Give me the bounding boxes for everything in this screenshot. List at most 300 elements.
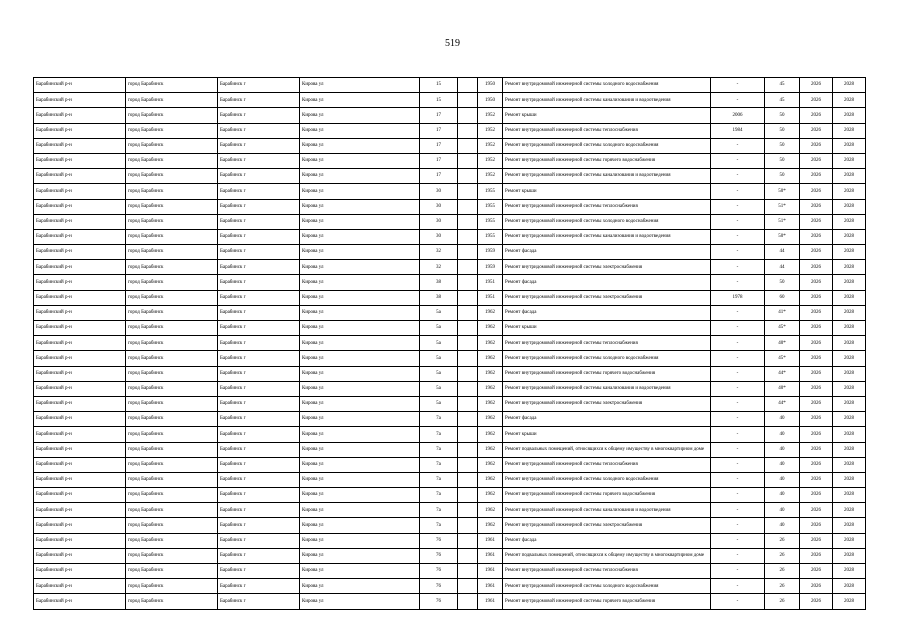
table-row	[34, 169, 866, 184]
settlement-cell: Барабинск г	[218, 351, 300, 366]
build-year-cell: 1961	[478, 548, 503, 563]
end-year-cell: 2028	[833, 138, 866, 153]
settlement-cell: Барабинск г	[218, 153, 300, 168]
table-row	[34, 442, 866, 457]
street-cell: Кирова ул	[300, 290, 420, 305]
settlement-cell: Барабинск г	[218, 305, 300, 320]
street-cell: Кирова ул	[300, 396, 420, 411]
wear-percent-cell: 44	[765, 260, 800, 275]
end-year-cell: 2028	[833, 290, 866, 305]
street-cell: Кирова ул	[300, 199, 420, 214]
end-year-cell: 2028	[833, 579, 866, 594]
building-cell	[458, 138, 478, 153]
building-cell	[458, 169, 478, 184]
building-cell	[458, 366, 478, 381]
last-repair-year-cell: -	[711, 260, 765, 275]
last-repair-year-cell: -	[711, 488, 765, 503]
municipality-cell: город Барабинск	[126, 594, 218, 609]
start-year-cell: 2026	[800, 518, 833, 533]
municipality-cell: город Барабинск	[126, 381, 218, 396]
street-cell: Кирова ул	[300, 123, 420, 138]
table-row	[34, 305, 866, 320]
work-type-cell: Ремонт внутридомовой инженерной системы электроснабжения	[503, 290, 711, 305]
district-cell: Барабинский р-н	[34, 427, 126, 442]
start-year-cell: 2026	[800, 488, 833, 503]
street-cell: Кирова ул	[300, 321, 420, 336]
last-repair-year-cell: -	[711, 457, 765, 472]
wear-percent-cell: 40	[765, 518, 800, 533]
table-row	[34, 579, 866, 594]
build-year-cell: 1962	[478, 366, 503, 381]
settlement-cell: Барабинск г	[218, 427, 300, 442]
end-year-cell: 2028	[833, 533, 866, 548]
work-type-cell: Ремонт внутридомовой инженерной системы теплоснабжения	[503, 199, 711, 214]
house-number-cell: 7а	[420, 503, 458, 518]
start-year-cell: 2026	[800, 275, 833, 290]
street-cell: Кирова ул	[300, 579, 420, 594]
municipality-cell: город Барабинск	[126, 488, 218, 503]
work-type-cell: Ремонт фасада	[503, 245, 711, 260]
end-year-cell: 2028	[833, 123, 866, 138]
last-repair-year-cell: -	[711, 472, 765, 487]
settlement-cell: Барабинск г	[218, 457, 300, 472]
last-repair-year-cell: -	[711, 336, 765, 351]
work-type-cell: Ремонт фасада	[503, 305, 711, 320]
municipality-cell: город Барабинск	[126, 138, 218, 153]
last-repair-year-cell: -	[711, 138, 765, 153]
house-number-cell: 17	[420, 153, 458, 168]
work-type-cell: Ремонт подвальных помещений, относящихся к общему имуществу в многоквартирном доме	[503, 548, 711, 563]
building-cell	[458, 457, 478, 472]
build-year-cell: 1962	[478, 427, 503, 442]
settlement-cell: Барабинск г	[218, 518, 300, 533]
house-number-cell: 15	[420, 78, 458, 93]
table-row	[34, 229, 866, 244]
start-year-cell: 2026	[800, 321, 833, 336]
street-cell: Кирова ул	[300, 275, 420, 290]
district-cell: Барабинский р-н	[34, 123, 126, 138]
last-repair-year-cell: -	[711, 518, 765, 533]
end-year-cell: 2028	[833, 518, 866, 533]
settlement-cell: Барабинск г	[218, 396, 300, 411]
end-year-cell: 2028	[833, 564, 866, 579]
work-type-cell: Ремонт внутридомовой инженерной системы канализования и водоотведения	[503, 169, 711, 184]
wear-percent-cell: 50	[765, 138, 800, 153]
build-year-cell: 1955	[478, 184, 503, 199]
municipality-cell: город Барабинск	[126, 123, 218, 138]
wear-percent-cell: 50	[765, 108, 800, 123]
street-cell: Кирова ул	[300, 351, 420, 366]
wear-percent-cell: 40	[765, 488, 800, 503]
building-cell	[458, 153, 478, 168]
street-cell: Кирова ул	[300, 108, 420, 123]
table-row	[34, 548, 866, 563]
start-year-cell: 2026	[800, 548, 833, 563]
wear-percent-cell: 60	[765, 290, 800, 305]
district-cell: Барабинский р-н	[34, 442, 126, 457]
start-year-cell: 2026	[800, 412, 833, 427]
table-row	[34, 336, 866, 351]
table-row	[34, 457, 866, 472]
house-number-cell: 7а	[420, 442, 458, 457]
district-cell: Барабинский р-н	[34, 275, 126, 290]
district-cell: Барабинский р-н	[34, 321, 126, 336]
building-cell	[458, 214, 478, 229]
last-repair-year-cell: -	[711, 321, 765, 336]
house-number-cell: 5а	[420, 366, 458, 381]
house-number-cell: 30	[420, 184, 458, 199]
table-body	[34, 78, 866, 610]
wear-percent-cell: 26	[765, 548, 800, 563]
house-number-cell: 30	[420, 214, 458, 229]
last-repair-year-cell: -	[711, 184, 765, 199]
table-row	[34, 488, 866, 503]
building-cell	[458, 579, 478, 594]
district-cell: Барабинский р-н	[34, 184, 126, 199]
street-cell: Кирова ул	[300, 412, 420, 427]
start-year-cell: 2026	[800, 366, 833, 381]
start-year-cell: 2026	[800, 214, 833, 229]
end-year-cell: 2028	[833, 472, 866, 487]
build-year-cell: 1952	[478, 108, 503, 123]
start-year-cell: 2026	[800, 564, 833, 579]
end-year-cell: 2028	[833, 457, 866, 472]
build-year-cell: 1959	[478, 245, 503, 260]
street-cell: Кирова ул	[300, 169, 420, 184]
settlement-cell: Барабинск г	[218, 275, 300, 290]
end-year-cell: 2028	[833, 93, 866, 108]
district-cell: Барабинский р-н	[34, 260, 126, 275]
wear-percent-cell: 45	[765, 78, 800, 93]
district-cell: Барабинский р-н	[34, 412, 126, 427]
table-row	[34, 518, 866, 533]
end-year-cell: 2028	[833, 184, 866, 199]
wear-percent-cell: 45*	[765, 351, 800, 366]
district-cell: Барабинский р-н	[34, 78, 126, 93]
start-year-cell: 2026	[800, 260, 833, 275]
start-year-cell: 2026	[800, 138, 833, 153]
municipality-cell: город Барабинск	[126, 442, 218, 457]
settlement-cell: Барабинск г	[218, 78, 300, 93]
building-cell	[458, 108, 478, 123]
municipality-cell: город Барабинск	[126, 564, 218, 579]
work-type-cell: Ремонт крыши	[503, 184, 711, 199]
table-row	[34, 93, 866, 108]
house-number-cell: 38	[420, 275, 458, 290]
district-cell: Барабинский р-н	[34, 457, 126, 472]
wear-percent-cell: 50*	[765, 184, 800, 199]
table-row	[34, 381, 866, 396]
last-repair-year-cell: 1978	[711, 290, 765, 305]
table-row	[34, 138, 866, 153]
wear-percent-cell: 44*	[765, 396, 800, 411]
build-year-cell: 1952	[478, 169, 503, 184]
build-year-cell: 1962	[478, 503, 503, 518]
work-type-cell: Ремонт подвальных помещений, относящихся к общему имуществу в многоквартирном доме	[503, 442, 711, 457]
build-year-cell: 1952	[478, 153, 503, 168]
district-cell: Барабинский р-н	[34, 579, 126, 594]
end-year-cell: 2028	[833, 214, 866, 229]
end-year-cell: 2028	[833, 381, 866, 396]
start-year-cell: 2026	[800, 533, 833, 548]
municipality-cell: город Барабинск	[126, 548, 218, 563]
district-cell: Барабинский р-н	[34, 138, 126, 153]
table-row	[34, 366, 866, 381]
wear-percent-cell: 44*	[765, 366, 800, 381]
settlement-cell: Барабинск г	[218, 199, 300, 214]
work-type-cell: Ремонт фасада	[503, 533, 711, 548]
street-cell: Кирова ул	[300, 564, 420, 579]
settlement-cell: Барабинск г	[218, 123, 300, 138]
house-number-cell: 7а	[420, 518, 458, 533]
build-year-cell: 1961	[478, 579, 503, 594]
settlement-cell: Барабинск г	[218, 412, 300, 427]
work-type-cell: Ремонт внутридомовой инженерной системы горячего водоснабжения	[503, 594, 711, 609]
wear-percent-cell: 50	[765, 123, 800, 138]
end-year-cell: 2028	[833, 503, 866, 518]
municipality-cell: город Барабинск	[126, 321, 218, 336]
end-year-cell: 2028	[833, 229, 866, 244]
wear-percent-cell: 45*	[765, 321, 800, 336]
municipality-cell: город Барабинск	[126, 214, 218, 229]
build-year-cell: 1952	[478, 138, 503, 153]
end-year-cell: 2028	[833, 275, 866, 290]
district-cell: Барабинский р-н	[34, 533, 126, 548]
start-year-cell: 2026	[800, 123, 833, 138]
district-cell: Барабинский р-н	[34, 290, 126, 305]
wear-percent-cell: 40*	[765, 381, 800, 396]
build-year-cell: 1950	[478, 78, 503, 93]
building-cell	[458, 533, 478, 548]
table-row	[34, 290, 866, 305]
build-year-cell: 1962	[478, 518, 503, 533]
municipality-cell: город Барабинск	[126, 169, 218, 184]
street-cell: Кирова ул	[300, 184, 420, 199]
end-year-cell: 2028	[833, 321, 866, 336]
municipality-cell: город Барабинск	[126, 412, 218, 427]
building-cell	[458, 245, 478, 260]
street-cell: Кирова ул	[300, 427, 420, 442]
settlement-cell: Барабинск г	[218, 472, 300, 487]
work-type-cell: Ремонт внутридомовой инженерной системы электроснабжения	[503, 260, 711, 275]
settlement-cell: Барабинск г	[218, 214, 300, 229]
work-type-cell: Ремонт внутридомовой инженерной системы канализования и водоотведения	[503, 93, 711, 108]
house-number-cell: 17	[420, 138, 458, 153]
wear-percent-cell: 40*	[765, 336, 800, 351]
settlement-cell: Барабинск г	[218, 260, 300, 275]
building-cell	[458, 503, 478, 518]
end-year-cell: 2028	[833, 169, 866, 184]
municipality-cell: город Барабинск	[126, 427, 218, 442]
work-type-cell: Ремонт внутридомовой инженерной системы канализования и водоотведения	[503, 503, 711, 518]
municipality-cell: город Барабинск	[126, 199, 218, 214]
build-year-cell: 1962	[478, 396, 503, 411]
settlement-cell: Барабинск г	[218, 594, 300, 609]
table-row	[34, 564, 866, 579]
building-cell	[458, 275, 478, 290]
municipality-cell: город Барабинск	[126, 229, 218, 244]
last-repair-year-cell: -	[711, 548, 765, 563]
street-cell: Кирова ул	[300, 305, 420, 320]
start-year-cell: 2026	[800, 594, 833, 609]
wear-percent-cell: 50*	[765, 229, 800, 244]
table-row	[34, 199, 866, 214]
start-year-cell: 2026	[800, 245, 833, 260]
municipality-cell: город Барабинск	[126, 245, 218, 260]
municipality-cell: город Барабинск	[126, 275, 218, 290]
house-number-cell: 15	[420, 93, 458, 108]
street-cell: Кирова ул	[300, 488, 420, 503]
house-number-cell: 17	[420, 123, 458, 138]
start-year-cell: 2026	[800, 503, 833, 518]
start-year-cell: 2026	[800, 579, 833, 594]
settlement-cell: Барабинск г	[218, 336, 300, 351]
last-repair-year-cell: -	[711, 275, 765, 290]
last-repair-year-cell: -	[711, 564, 765, 579]
building-cell	[458, 93, 478, 108]
street-cell: Кирова ул	[300, 93, 420, 108]
settlement-cell: Барабинск г	[218, 245, 300, 260]
district-cell: Барабинский р-н	[34, 366, 126, 381]
build-year-cell: 1962	[478, 305, 503, 320]
municipality-cell: город Барабинск	[126, 579, 218, 594]
street-cell: Кирова ул	[300, 503, 420, 518]
wear-percent-cell: 26	[765, 564, 800, 579]
work-type-cell: Ремонт внутридомовой инженерной системы теплоснабжения	[503, 457, 711, 472]
work-type-cell: Ремонт внутридомовой инженерной системы холодного водоснабжения	[503, 138, 711, 153]
build-year-cell: 1962	[478, 442, 503, 457]
last-repair-year-cell: -	[711, 78, 765, 93]
house-number-cell: 17	[420, 169, 458, 184]
settlement-cell: Барабинск г	[218, 93, 300, 108]
wear-percent-cell: 50	[765, 169, 800, 184]
district-cell: Барабинский р-н	[34, 229, 126, 244]
end-year-cell: 2028	[833, 427, 866, 442]
end-year-cell: 2028	[833, 108, 866, 123]
last-repair-year-cell: -	[711, 579, 765, 594]
district-cell: Барабинский р-н	[34, 503, 126, 518]
settlement-cell: Барабинск г	[218, 503, 300, 518]
work-type-cell: Ремонт внутридомовой инженерной системы теплоснабжения	[503, 123, 711, 138]
settlement-cell: Барабинск г	[218, 108, 300, 123]
district-cell: Барабинский р-н	[34, 381, 126, 396]
work-type-cell: Ремонт фасада	[503, 275, 711, 290]
building-cell	[458, 229, 478, 244]
house-number-cell: 5а	[420, 396, 458, 411]
municipality-cell: город Барабинск	[126, 366, 218, 381]
start-year-cell: 2026	[800, 290, 833, 305]
street-cell: Кирова ул	[300, 381, 420, 396]
building-cell	[458, 290, 478, 305]
municipality-cell: город Барабинск	[126, 153, 218, 168]
end-year-cell: 2028	[833, 260, 866, 275]
work-type-cell: Ремонт внутридомовой инженерной системы горячего водоснабжения	[503, 153, 711, 168]
building-cell	[458, 564, 478, 579]
end-year-cell: 2028	[833, 366, 866, 381]
street-cell: Кирова ул	[300, 336, 420, 351]
municipality-cell: город Барабинск	[126, 457, 218, 472]
district-cell: Барабинский р-н	[34, 336, 126, 351]
end-year-cell: 2028	[833, 336, 866, 351]
start-year-cell: 2026	[800, 442, 833, 457]
wear-percent-cell: 40	[765, 442, 800, 457]
settlement-cell: Барабинск г	[218, 564, 300, 579]
building-cell	[458, 396, 478, 411]
wear-percent-cell: 44	[765, 245, 800, 260]
house-number-cell: 17	[420, 108, 458, 123]
municipality-cell: город Барабинск	[126, 336, 218, 351]
building-cell	[458, 548, 478, 563]
district-cell: Барабинский р-н	[34, 305, 126, 320]
build-year-cell: 1961	[478, 594, 503, 609]
settlement-cell: Барабинск г	[218, 184, 300, 199]
house-number-cell: 7а	[420, 457, 458, 472]
house-number-cell: 32	[420, 260, 458, 275]
last-repair-year-cell: -	[711, 594, 765, 609]
table-row	[34, 78, 866, 93]
work-type-cell: Ремонт внутридомовой инженерной системы холодного водоснабжения	[503, 579, 711, 594]
start-year-cell: 2026	[800, 108, 833, 123]
settlement-cell: Барабинск г	[218, 321, 300, 336]
table-row	[34, 245, 866, 260]
table-row	[34, 321, 866, 336]
end-year-cell: 2028	[833, 412, 866, 427]
wear-percent-cell: 50	[765, 153, 800, 168]
wear-percent-cell: 41*	[765, 305, 800, 320]
municipality-cell: город Барабинск	[126, 472, 218, 487]
end-year-cell: 2028	[833, 594, 866, 609]
house-number-cell: 76	[420, 548, 458, 563]
street-cell: Кирова ул	[300, 442, 420, 457]
build-year-cell: 1959	[478, 260, 503, 275]
build-year-cell: 1961	[478, 564, 503, 579]
house-number-cell: 30	[420, 199, 458, 214]
table-row	[34, 533, 866, 548]
capital-repair-table	[33, 77, 866, 610]
house-number-cell: 7а	[420, 427, 458, 442]
build-year-cell: 1962	[478, 321, 503, 336]
build-year-cell: 1955	[478, 214, 503, 229]
work-type-cell: Ремонт крыши	[503, 108, 711, 123]
house-number-cell: 32	[420, 245, 458, 260]
district-cell: Барабинский р-н	[34, 351, 126, 366]
building-cell	[458, 199, 478, 214]
last-repair-year-cell: -	[711, 503, 765, 518]
district-cell: Барабинский р-н	[34, 396, 126, 411]
street-cell: Кирова ул	[300, 366, 420, 381]
work-type-cell: Ремонт внутридомовой инженерной системы холодного водоснабжения	[503, 351, 711, 366]
building-cell	[458, 305, 478, 320]
house-number-cell: 5а	[420, 351, 458, 366]
last-repair-year-cell: 2006	[711, 108, 765, 123]
work-type-cell: Ремонт внутридомовой инженерной системы электроснабжения	[503, 396, 711, 411]
start-year-cell: 2026	[800, 184, 833, 199]
start-year-cell: 2026	[800, 396, 833, 411]
municipality-cell: город Барабинск	[126, 260, 218, 275]
street-cell: Кирова ул	[300, 518, 420, 533]
last-repair-year-cell: -	[711, 153, 765, 168]
build-year-cell: 1951	[478, 275, 503, 290]
table-row	[34, 214, 866, 229]
end-year-cell: 2028	[833, 488, 866, 503]
wear-percent-cell: 40	[765, 457, 800, 472]
last-repair-year-cell: -	[711, 93, 765, 108]
table-row	[34, 153, 866, 168]
start-year-cell: 2026	[800, 336, 833, 351]
district-cell: Барабинский р-н	[34, 548, 126, 563]
house-number-cell: 76	[420, 533, 458, 548]
house-number-cell: 5а	[420, 321, 458, 336]
